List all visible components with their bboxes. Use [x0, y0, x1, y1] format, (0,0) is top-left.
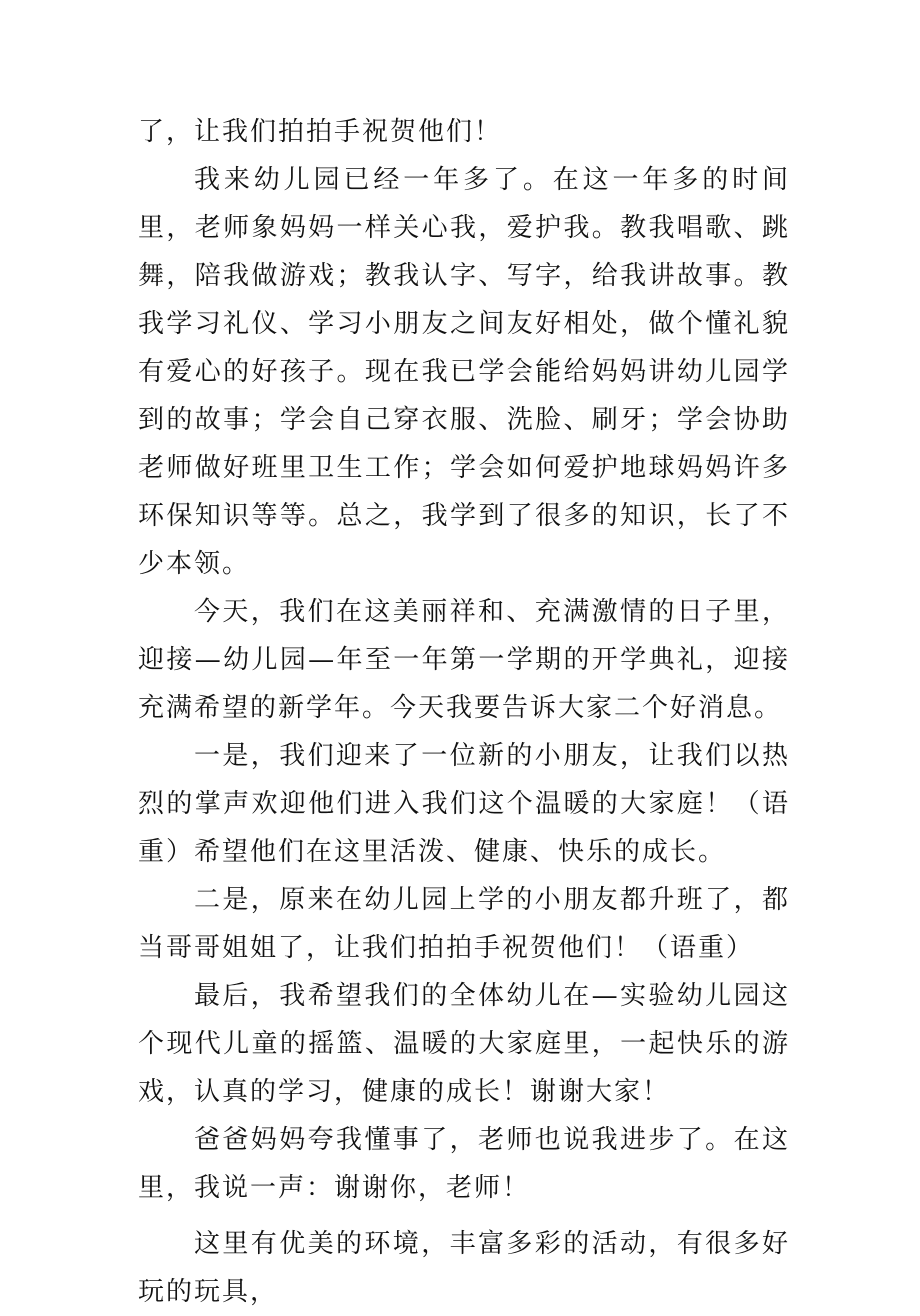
- paragraph-opening-ceremony: 今天，我们在这美丽祥和、充满激情的日子里，迎接—幼儿园—年至一年第一学期的开学典礼，迎接充满希望的新学年。今天我要告诉大家二个好消息。: [138, 597, 790, 723]
- paragraph-continuation: 了，让我们拍拍手祝贺他们！: [138, 117, 503, 147]
- paragraph-first-news: 一是，我们迎来了一位新的小朋友，让我们以热烈的掌声欢迎他们进入我们这个温暖的大家庭！（语重）希望他们在这里活泼、健康、快乐的成长。: [138, 741, 790, 867]
- paragraph-closing-wish: 最后，我希望我们的全体幼儿在—实验幼儿园这个现代儿童的摇篮、温暖的大家庭里，一起快乐的游戏，认真的学习，健康的成长！谢谢大家！: [138, 981, 790, 1107]
- paragraph-thanks-teacher: 爸爸妈妈夸我懂事了，老师也说我进步了。在这里，我说一声：谢谢你，老师！: [138, 1125, 790, 1203]
- paragraph-environment: 这里有优美的环境，丰富多彩的活动，有很多好玩的玩具，: [138, 1229, 790, 1307]
- document-body: [138, 108, 790, 1316]
- paragraph-kindergarten-year: 我来幼儿园已经一年多了。在这一年多的时间里，老师象妈妈一样关心我，爱护我。教我唱歌、跳舞，陪我做游戏；教我认字、写字，给我讲故事。教我学习礼仪、学习小朋友之间友好相处，做个懂礼貌有爱心的好孩子。现在我已学会能给妈妈讲幼儿园学到的故事；学会自己穿衣服、洗脸、刷牙；学会协助老师做好班里卫生工作；学会如何爱护地球妈妈许多环保知识等等。总之，我学到了很多的知识，长了不少本领。: [138, 165, 790, 579]
- paragraph-second-news: 二是，原来在幼儿园上学的小朋友都升班了，都当哥哥姐姐了，让我们拍拍手祝贺他们！（语重）: [138, 885, 790, 963]
